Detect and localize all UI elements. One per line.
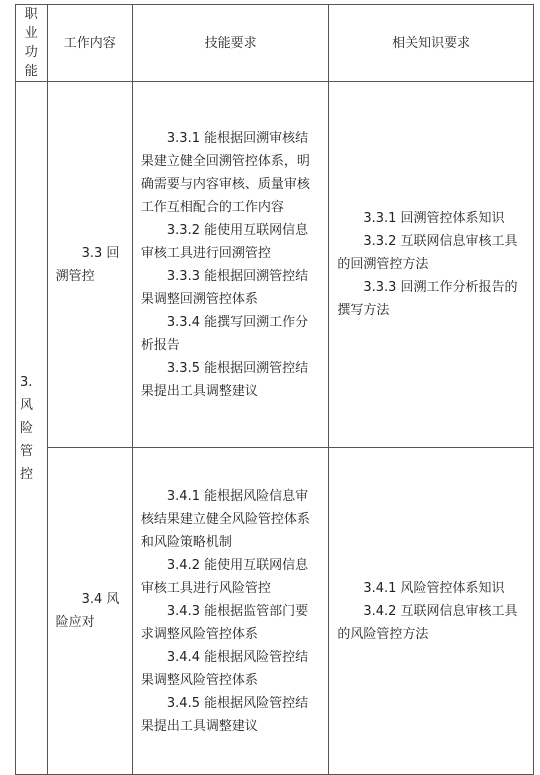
skill-item: 3.4.4 能根据风险管控结果调整风险管控体系: [140, 649, 309, 688]
function-number: 3.: [20, 374, 33, 390]
knowledge-cell: [329, 82, 534, 448]
header-function: 职业功能: [16, 5, 48, 82]
skill-item: 3.4.2 能使用互联网信息审核工具进行风险管控: [140, 557, 309, 596]
table-row: [16, 448, 534, 775]
skill-item: 3.4.1 能根据风险信息审核结果建立健全风险管控体系和风险策略机制: [140, 488, 310, 550]
header-skill-requirements: 技能要求: [132, 5, 328, 82]
function-cell: [16, 82, 48, 775]
knowledge-cell: [329, 448, 534, 775]
header-work-content: 工作内容: [47, 5, 132, 82]
function-name: 风险管控: [20, 397, 34, 482]
knowledge-item: 3.4.1 风险管控体系知识: [363, 580, 505, 596]
skill-item: 3.3.1 能根据回溯审核结果建立健全回溯管控体系，明确需要与内容审核、质量审核工作互相配合的工作内容: [140, 130, 310, 215]
knowledge-item: 3.3.2 互联网信息审核工具的回溯管控方法: [337, 234, 518, 272]
work-content-cell: [47, 448, 132, 775]
knowledge-item: 3.4.2 互联网信息审核工具的风险管控方法: [337, 603, 518, 642]
header-knowledge-requirements: 相关知识要求: [329, 5, 534, 82]
work-content: 3.4 风险应对: [55, 592, 120, 630]
knowledge-item: 3.3.3 回溯工作分析报告的撰写方法: [337, 280, 518, 318]
table-row: [16, 82, 534, 448]
skill-item: 3.4.3 能根据监管部门要求调整风险管控体系: [140, 603, 309, 642]
skill-cell: [132, 448, 328, 775]
skill-item: 3.3.4 能撰写回溯工作分析报告: [140, 314, 309, 353]
skill-item: 3.4.5 能根据风险管控结果提出工具调整建议: [140, 695, 309, 734]
header-row: [16, 5, 534, 82]
competency-table: [15, 4, 534, 775]
skill-cell: [132, 82, 328, 448]
skill-item: 3.3.5 能根据回溯管控结果提出工具调整建议: [140, 360, 309, 399]
knowledge-item: 3.3.1 回溯管控体系知识: [363, 211, 505, 226]
skill-item: 3.3.3 能根据回溯管控结果调整回溯管控体系: [140, 268, 309, 307]
work-content-cell: [47, 82, 132, 448]
work-content: 3.3 回溯管控: [55, 245, 120, 284]
skill-item: 3.3.2 能使用互联网信息审核工具进行回溯管控: [140, 222, 309, 261]
